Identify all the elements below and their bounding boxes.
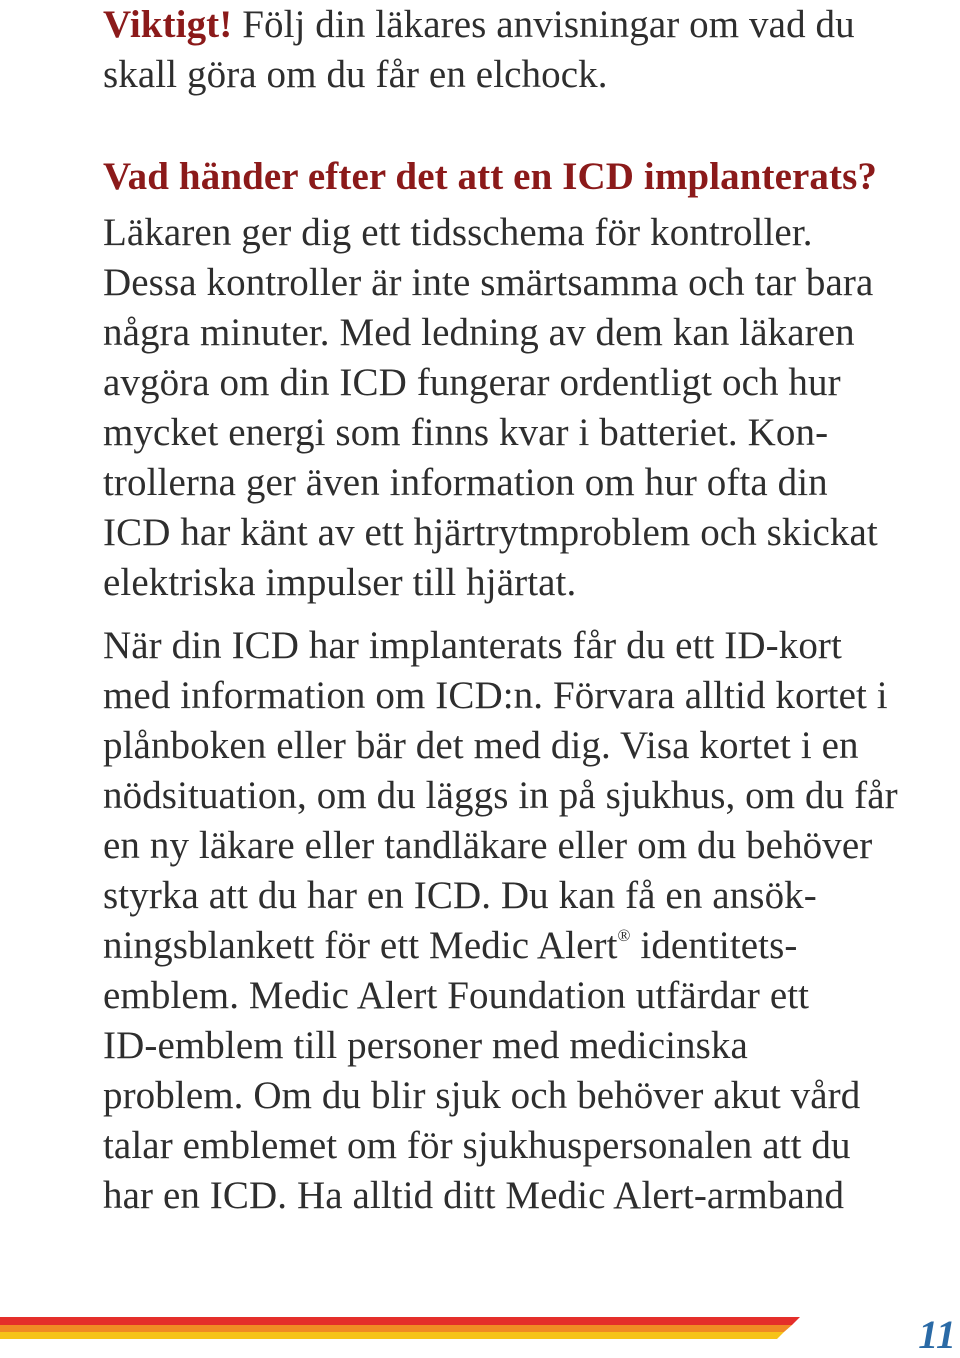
text-line: ICD har känt av ett hjärtrytmproblem och skickat <box>103 511 878 554</box>
footer-stripe-yellow <box>0 1332 784 1339</box>
medic-alert-text-end: identitets- <box>630 924 798 967</box>
paragraph-id-card <box>103 621 953 1221</box>
medic-alert-text: ningsblankett för ett Medic Alert <box>103 924 618 967</box>
text-line: med information om ICD:n. Förvara alltid kortet i <box>103 674 888 717</box>
text-line: ID-emblem till personer med medicinska <box>103 1024 748 1067</box>
medic-alert-line <box>103 921 953 971</box>
text-line: Läkaren ger dig ett tidsschema för kontroller. <box>103 211 813 254</box>
footer-stripes <box>0 1317 960 1339</box>
text-line: Dessa kontroller är inte smärtsamma och tar bara <box>103 261 874 304</box>
section-heading: Vad händer efter det att en ICD implanterats? <box>103 155 877 198</box>
text-line: en ny läkare eller tandläkare eller om du behöver <box>103 824 873 867</box>
warning-block <box>103 0 953 100</box>
text-line: styrka att du har en ICD. Du kan få en ansök- <box>103 874 817 917</box>
warning-line-1 <box>103 0 953 50</box>
page-body <box>103 0 953 1221</box>
warning-line-2: skall göra om du får en elchock. <box>103 53 608 96</box>
text-line: några minuter. Med ledning av dem kan läkaren <box>103 311 855 354</box>
footer-stripe-orange <box>0 1325 792 1332</box>
page-number: 11 <box>918 1312 956 1357</box>
text-line: elektriska impulser till hjärtat. <box>103 561 577 604</box>
footer-stripe-graphic <box>0 1317 960 1339</box>
warning-text: Följ din läkares anvisningar om vad du <box>232 3 855 46</box>
text-line: emblem. Medic Alert Foundation utfärdar ett <box>103 974 810 1017</box>
warning-lead: Viktigt! <box>103 3 233 46</box>
text-line: har en ICD. Ha alltid ditt Medic Alert-armband <box>103 1174 845 1217</box>
text-line: När din ICD har implanterats får du ett ID-kort <box>103 624 842 667</box>
text-line: talar emblemet om för sjukhuspersonalen att du <box>103 1124 851 1167</box>
text-line: problem. Om du blir sjuk och behöver akut vård <box>103 1074 861 1117</box>
footer-stripe-red <box>0 1317 800 1325</box>
text-line: trollerna ger även information om hur ofta din <box>103 461 828 504</box>
paragraph-controls <box>103 208 953 608</box>
text-line: nödsituation, om du läggs in på sjukhus, om du får <box>103 774 898 817</box>
text-line: mycket energi som finns kvar i batteriet. Kon- <box>103 411 829 454</box>
registered-mark: ® <box>617 926 631 945</box>
text-line: avgöra om din ICD fungerar ordentligt och hur <box>103 361 841 404</box>
text-line: plånboken eller bär det med dig. Visa kortet i en <box>103 724 859 767</box>
